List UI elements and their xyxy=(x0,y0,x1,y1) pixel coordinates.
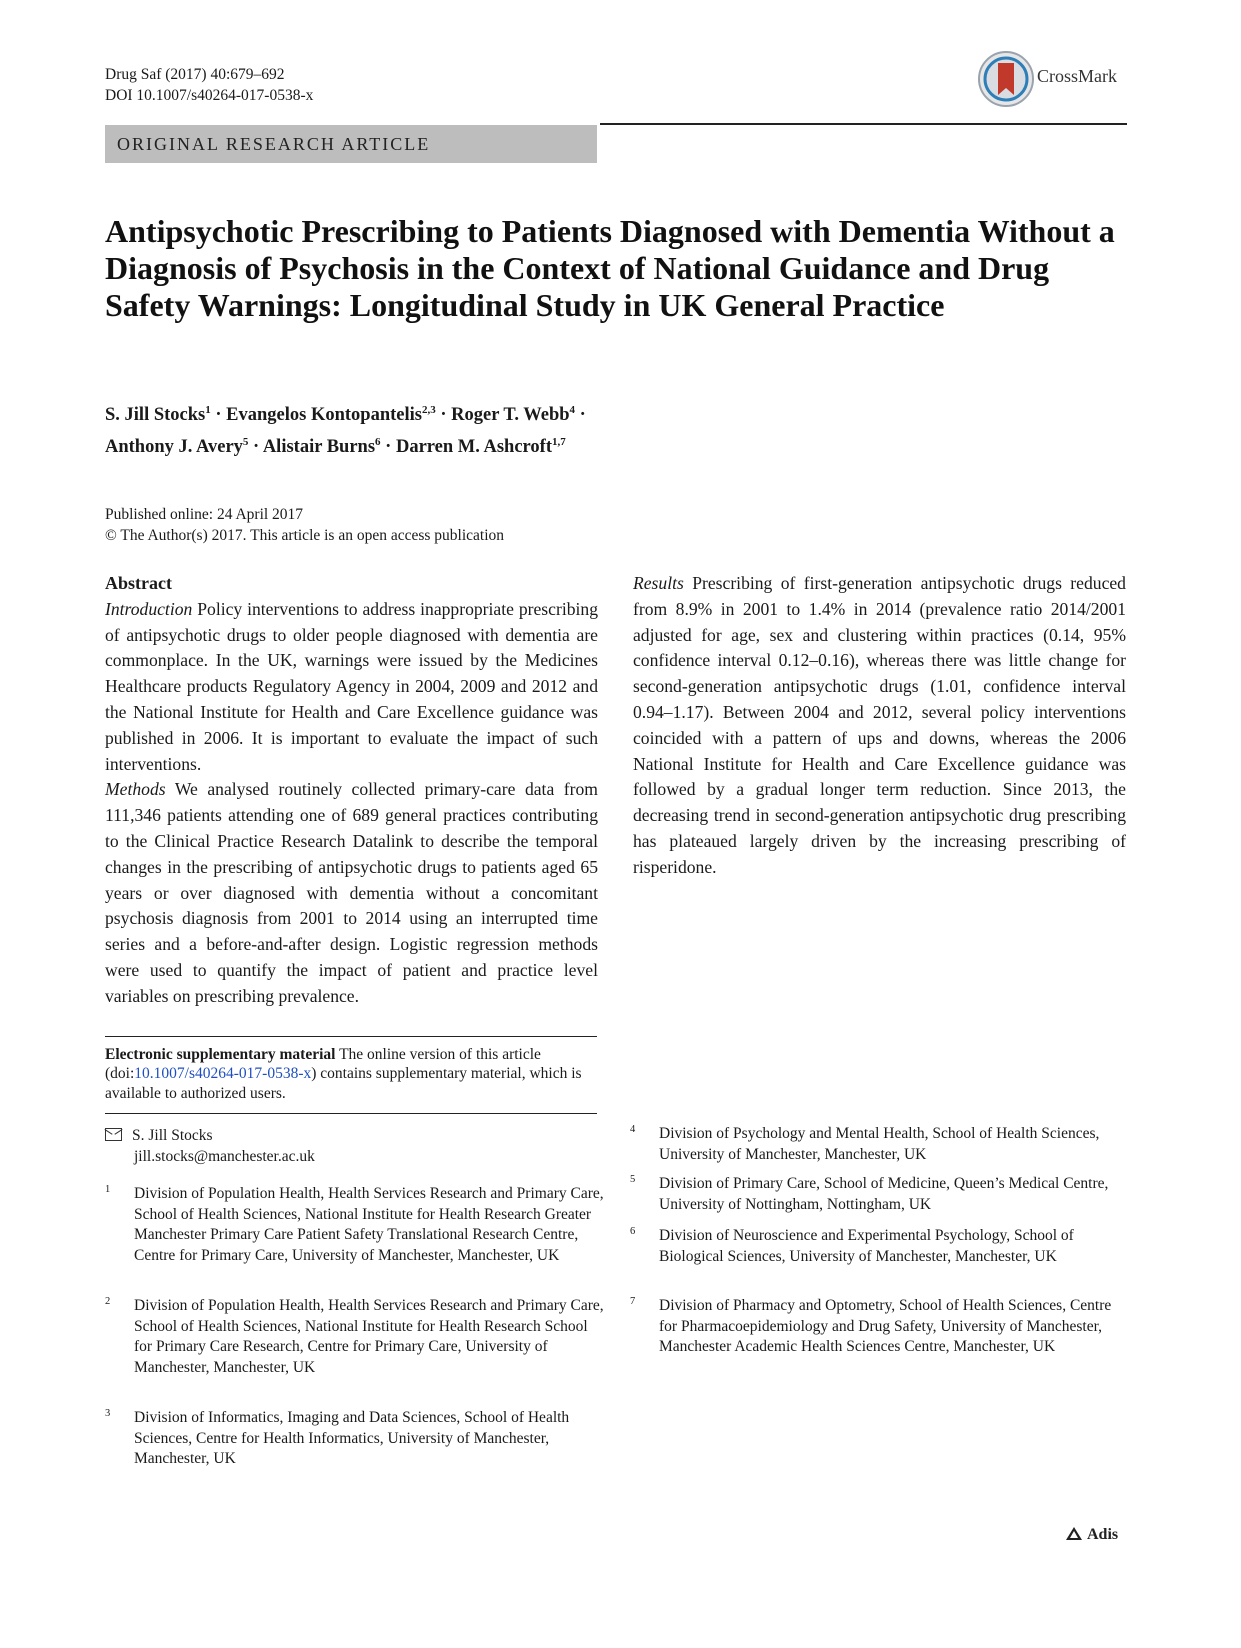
copyright-line: © The Author(s) 2017. This article is an open access publication xyxy=(105,527,505,544)
author-affiliation-sup: 2,3 xyxy=(421,404,436,416)
envelope-icon xyxy=(105,1128,122,1141)
publication-info xyxy=(105,504,504,546)
crossmark-badge[interactable] xyxy=(977,50,1127,108)
affiliation-number: 4 xyxy=(630,1124,636,1135)
adis-triangle-icon xyxy=(1066,1527,1082,1540)
article-type-band: ORIGINAL RESEARCH ARTICLE xyxy=(105,125,597,163)
affiliation-text: Division of Population Health, Health Services Research and Primary Care, School of Health Sciences, National Institute for Health Research Greater Manchester Primary Care Patient Safety Translational Research Centre, Centre for Primary Care, University of Manchester, Manchester, UK xyxy=(134,1185,604,1265)
methods-text: We analysed routinely collected primary-care data from 111,346 patients attending one of 689 general practices contributing to the Clinical Practice Research Datalink to describe the temporal changes in the prescribing of antipsychotic drugs to patients aged 65 years or over diagnosed with dementia without a concomitant psychosis diagnosis from 2001 to 2014 using an interrupted time series and a before-and-after design. Logistic regression methods were used to quantify the impact of patient and practice level variables on prescribing prevalence. xyxy=(105,779,598,1006)
affiliation-number: 3 xyxy=(105,1408,111,1419)
author-affiliation-sup: 1,7 xyxy=(552,436,566,449)
header-rule xyxy=(600,123,1127,125)
supplementary-text-after: ) contains supplementary material, which is available to authorized users. xyxy=(105,1065,582,1102)
author-separator: · xyxy=(253,437,260,458)
author-affiliation-sup: 1 xyxy=(205,404,211,416)
abstract-heading: Abstract xyxy=(105,573,172,593)
affiliation-number: 7 xyxy=(630,1296,636,1307)
journal-citation xyxy=(105,64,313,106)
article-title: Antipsychotic Prescribing to Patients Diagnosed with Dementia Without a Diagnosis of Psychosis in the Context of National Guidance and Drug Safety Warnings: Longitudinal Study in UK General Practice xyxy=(105,213,1115,323)
affiliation-text: Division of Pharmacy and Optometry, School of Health Sciences, Centre for Pharmacoepidemiology and Drug Safety, University of Manchester, Manchester Academic Health Sciences Centre, Manchester, UK xyxy=(659,1297,1112,1356)
doi-line: DOI 10.1007/s40264-017-0538-x xyxy=(105,87,314,104)
supplementary-text-before: The online version of this article (doi: xyxy=(105,1046,541,1083)
supplementary-rule xyxy=(105,1036,597,1037)
author-separator: · xyxy=(579,405,586,426)
affiliation-number: 6 xyxy=(630,1226,636,1237)
affiliation-text: Division of Informatics, Imaging and Data Sciences, School of Health Sciences, Centre for Health Informatics, University of Manchester, Manchester, UK xyxy=(134,1409,570,1468)
correspondence xyxy=(105,1126,597,1167)
author-name: S. Jill Stocks xyxy=(105,405,206,426)
abstract-column-left xyxy=(105,571,598,1010)
affiliations-rule xyxy=(105,1113,597,1114)
publisher-logo xyxy=(1066,1526,1118,1544)
citation-line: Drug Saf (2017) 40:679–692 xyxy=(105,66,285,83)
author-name: Alistair Burns xyxy=(262,437,376,458)
author-list xyxy=(105,397,905,461)
abstract-left-text xyxy=(105,571,598,1010)
abstract-right-text xyxy=(633,571,1126,881)
author-affiliation-sup: 5 xyxy=(242,436,249,449)
author-affiliation-sup: 6 xyxy=(375,436,381,449)
affiliation-text: Division of Neuroscience and Experimental Psychology, School of Biological Sciences, University of Manchester, Manchester, UK xyxy=(659,1227,1074,1265)
results-text: Prescribing of first-generation antipsychotic drugs reduced from 8.9% in 2001 to 1.4% in 2014 (prevalence ratio 2014/2001 adjusted for age, sex and clustering within practices (0.14, 95% confidence interval 0.12–0.16), whereas there was little change for second-generation antipsychotic drugs (1.01, confidence interval 0.94–1.17). Between 2004 and 2012, several policy interventions coincided with a pattern of ups and downs, whereas the 2006 National Institute for Health and Care Excellence guidance was followed by a gradual longer term reduction. Since 2013, the decreasing trend in second-generation antipsychotic drug prescribing has plateaued largely driven by the increasing prescribing of risperidone. xyxy=(633,573,1126,877)
crossmark-label: CrossMark xyxy=(1037,66,1117,86)
author-name: Darren M. Ashcroft xyxy=(395,437,552,458)
affiliation-text: Division of Psychology and Mental Health, School of Health Sciences, University of Manchester, Manchester, UK xyxy=(659,1125,1100,1163)
author-affiliation-sup: 4 xyxy=(569,404,576,416)
published-date: Published online: 24 April 2017 xyxy=(105,506,304,523)
author-name: Evangelos Kontopantelis xyxy=(226,405,422,426)
correspondence-email[interactable]: jill.stocks@manchester.ac.uk xyxy=(134,1147,315,1165)
affiliation-text: Division of Population Health, Health Services Research and Primary Care, School of Health Sciences, National Institute for Health Research School for Primary Care Research, Centre for Primary Care, University of Manchester, Manchester, UK xyxy=(134,1297,604,1377)
author-separator: · xyxy=(385,437,392,458)
publisher-name: Adis xyxy=(1087,1526,1119,1543)
results-label: Results xyxy=(633,573,684,593)
affiliation-number: 2 xyxy=(105,1296,111,1307)
affiliation-text: Division of Primary Care, School of Medicine, Queen’s Medical Centre, University of Nottingham, Nottingham, UK xyxy=(659,1175,1109,1213)
abstract-column-right xyxy=(633,571,1126,881)
affiliation-number: 1 xyxy=(105,1184,111,1195)
supplementary-doi-link[interactable]: 10.1007/s40264-017-0538-x xyxy=(134,1065,312,1083)
author-separator: · xyxy=(215,405,222,426)
author-name: Anthony J. Avery xyxy=(105,437,243,458)
affiliation-number: 5 xyxy=(630,1174,636,1185)
introduction-label: Introduction xyxy=(105,598,193,619)
introduction-text: Policy interventions to address inappropriate prescribing of antipsychotic drugs to older people diagnosed with dementia are commonplace. In the UK, warnings were issued by the Medicines Healthcare products Regulatory Agency in 2004, 2009 and 2012 and the National Institute for Health and Care Excellence guidance was published in 2006. It is important to evaluate the impact of such interventions. xyxy=(105,598,598,774)
crossmark-icon xyxy=(977,50,1035,108)
correspondence-name: S. Jill Stocks xyxy=(132,1127,213,1144)
supplementary-label: Electronic supplementary material xyxy=(105,1046,336,1063)
methods-label: Methods xyxy=(105,779,166,800)
supplementary-note xyxy=(105,1045,597,1103)
author-separator: · xyxy=(440,405,447,426)
author-name: Roger T. Webb xyxy=(451,405,570,426)
